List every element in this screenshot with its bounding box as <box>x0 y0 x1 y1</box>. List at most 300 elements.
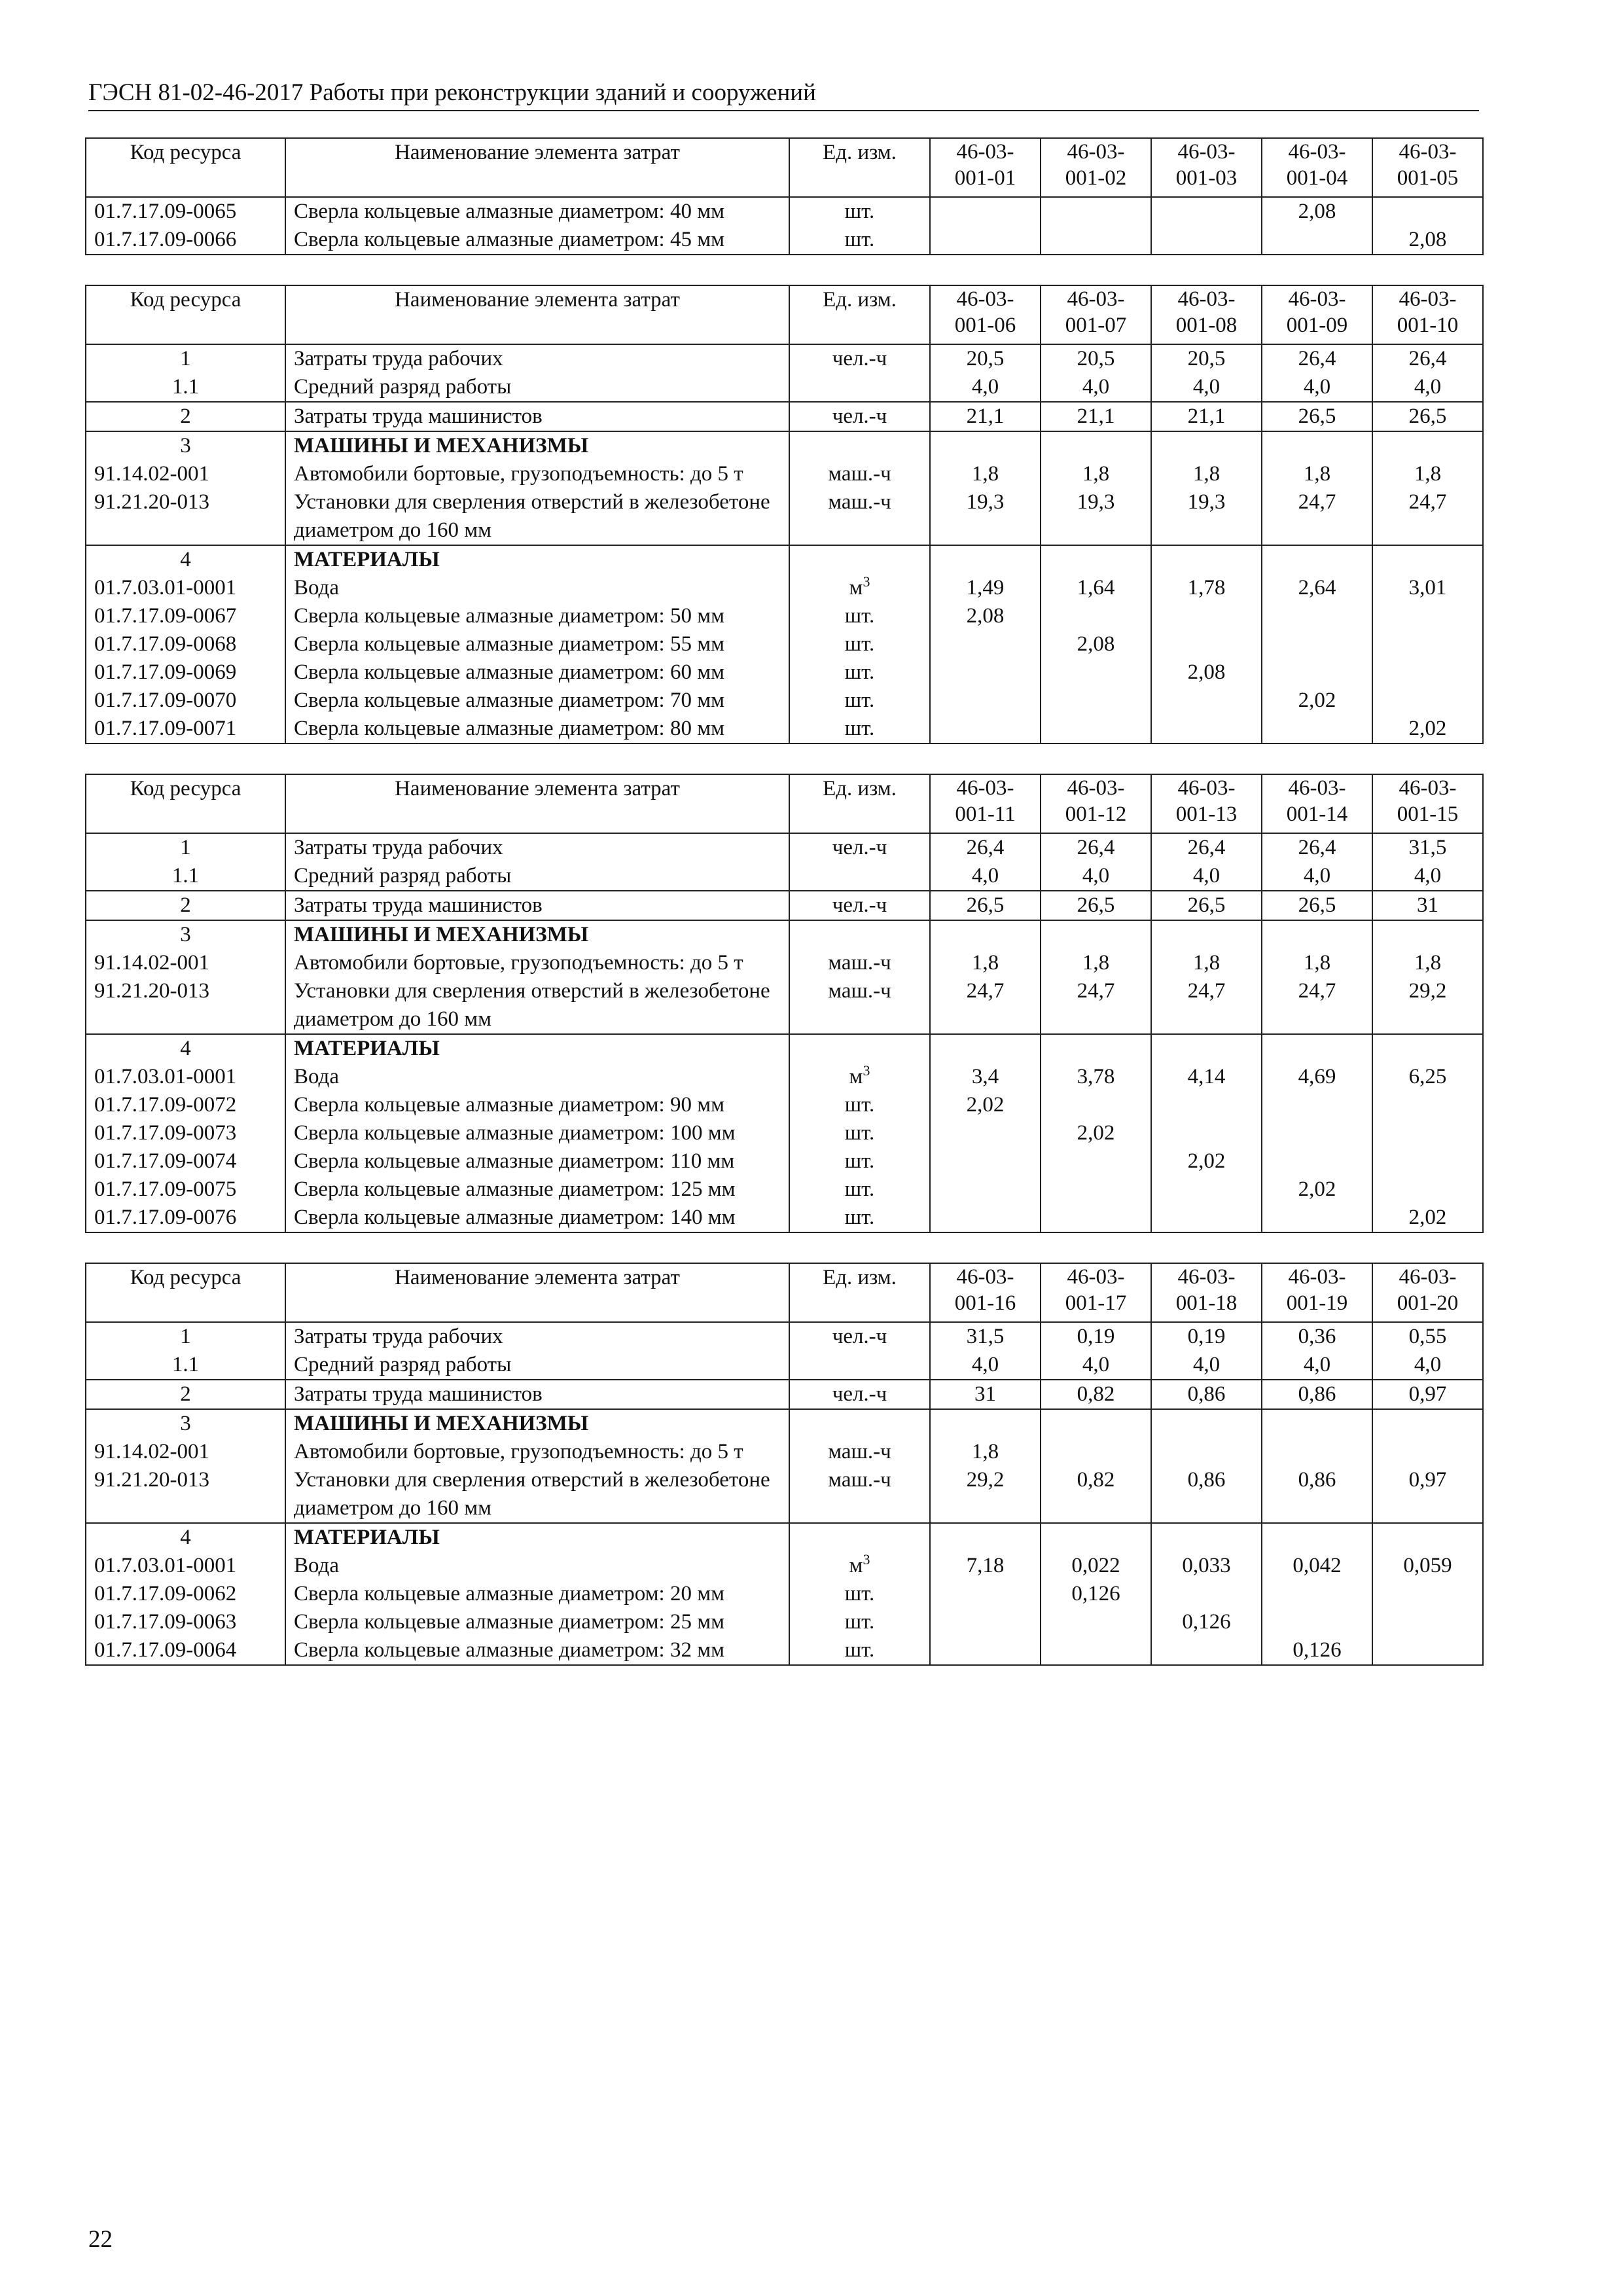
resource-value: 0,97 <box>1372 1466 1483 1523</box>
resource-unit: чел.-ч <box>789 1380 930 1409</box>
resource-code: 4 <box>86 1523 285 1552</box>
resource-value <box>1262 1580 1372 1608</box>
resource-code: 1.1 <box>86 373 285 402</box>
resource-unit <box>789 545 930 574</box>
resource-value: 2,02 <box>1372 1204 1483 1232</box>
resource-value <box>1041 226 1151 255</box>
resource-unit: чел.-ч <box>789 402 930 431</box>
resource-value: 4,69 <box>1262 1063 1372 1091</box>
resource-value <box>1262 630 1372 658</box>
header-norm-code: 46-03- 001-09 <box>1262 285 1372 344</box>
resource-value: 4,0 <box>1372 373 1483 402</box>
resource-value: 19,3 <box>1151 488 1262 545</box>
table-row <box>86 1063 1483 1091</box>
header-norm-code: 46-03- 001-16 <box>930 1263 1041 1322</box>
resource-value: 0,86 <box>1151 1380 1262 1409</box>
resource-value <box>930 1034 1041 1063</box>
resource-unit: шт. <box>789 197 930 226</box>
resource-value: 0,126 <box>1262 1636 1372 1665</box>
resource-value <box>1041 715 1151 744</box>
resource-value <box>1151 1580 1262 1608</box>
resource-value <box>1372 1175 1483 1204</box>
resource-value: 26,5 <box>1372 402 1483 431</box>
resource-value <box>930 1147 1041 1175</box>
resource-code: 91.21.20-013 <box>86 1466 285 1523</box>
resource-value: 1,8 <box>930 460 1041 488</box>
table-row <box>86 687 1483 715</box>
resource-value: 3,01 <box>1372 574 1483 602</box>
resource-value: 0,042 <box>1262 1552 1372 1580</box>
resource-value: 0,19 <box>1151 1322 1262 1351</box>
header-norm-code: 46-03- 001-15 <box>1372 774 1483 833</box>
resource-value <box>1041 1608 1151 1636</box>
resource-value <box>1041 1204 1151 1232</box>
resource-value <box>1372 197 1483 226</box>
resource-value: 29,2 <box>1372 977 1483 1034</box>
header-norm-code: 46-03- 001-02 <box>1041 138 1151 197</box>
resource-code: 1 <box>86 1322 285 1351</box>
header-norm-code: 46-03- 001-17 <box>1041 1263 1151 1322</box>
resource-unit <box>789 1523 930 1552</box>
resource-value: 0,97 <box>1372 1380 1483 1409</box>
table-row <box>86 1175 1483 1204</box>
resource-value: 0,059 <box>1372 1552 1483 1580</box>
resource-value: 6,25 <box>1372 1063 1483 1091</box>
resource-value: 4,0 <box>1041 862 1151 891</box>
header-norm-code: 46-03- 001-05 <box>1372 138 1483 197</box>
resource-value <box>930 1409 1041 1438</box>
table-row <box>86 1147 1483 1175</box>
resource-value: 4,0 <box>1372 1351 1483 1380</box>
resource-code: 01.7.17.09-0066 <box>86 226 285 255</box>
table-row <box>86 630 1483 658</box>
resource-name: Затраты труда рабочих <box>285 344 789 373</box>
table-row <box>86 373 1483 402</box>
header-code: Код ресурса <box>86 1263 285 1322</box>
resource-value <box>930 1204 1041 1232</box>
resource-value: 4,0 <box>1041 1351 1151 1380</box>
resource-unit <box>789 431 930 460</box>
table-row <box>86 1091 1483 1119</box>
resource-value <box>1372 1636 1483 1665</box>
resource-value <box>1372 1438 1483 1466</box>
resource-name: Автомобили бортовые, грузоподъемность: до 5 т <box>285 1438 789 1466</box>
resource-value <box>1262 545 1372 574</box>
resource-code: 01.7.17.09-0074 <box>86 1147 285 1175</box>
resource-name: Затраты труда рабочих <box>285 1322 789 1351</box>
resource-unit <box>789 862 930 891</box>
resource-code: 2 <box>86 1380 285 1409</box>
resource-code: 01.7.03.01-0001 <box>86 574 285 602</box>
resource-value <box>1151 1438 1262 1466</box>
resource-value: 2,02 <box>1262 1175 1372 1204</box>
table-row <box>86 1322 1483 1351</box>
resource-name: Сверла кольцевые алмазные диаметром: 90 мм <box>285 1091 789 1119</box>
resource-unit: чел.-ч <box>789 891 930 920</box>
resource-name: Установки для сверления отверстий в железобетоне диаметром до 160 мм <box>285 1466 789 1523</box>
header-norm-code: 46-03- 001-11 <box>930 774 1041 833</box>
resource-value <box>1372 920 1483 949</box>
resource-value: 4,0 <box>930 373 1041 402</box>
resource-value <box>930 1580 1041 1608</box>
resource-code: 91.21.20-013 <box>86 488 285 545</box>
resource-name: Средний разряд работы <box>285 1351 789 1380</box>
resource-value <box>1262 1147 1372 1175</box>
table-row <box>86 1466 1483 1523</box>
resource-value: 0,19 <box>1041 1322 1151 1351</box>
page-number: 22 <box>88 2226 113 2253</box>
header-code: Код ресурса <box>86 774 285 833</box>
resource-value: 1,8 <box>1262 949 1372 977</box>
resource-name: МАТЕРИАЛЫ <box>285 545 789 574</box>
resource-value <box>1151 920 1262 949</box>
table-row <box>86 431 1483 460</box>
header-norm-code: 46-03- 001-01 <box>930 138 1041 197</box>
resource-code: 01.7.17.09-0070 <box>86 687 285 715</box>
resource-value: 4,0 <box>1262 1351 1372 1380</box>
resource-code: 1.1 <box>86 862 285 891</box>
resource-value: 26,4 <box>930 833 1041 862</box>
table-row <box>86 1204 1483 1232</box>
resource-code: 1 <box>86 344 285 373</box>
resource-value: 31,5 <box>1372 833 1483 862</box>
table-row <box>86 949 1483 977</box>
resource-value: 1,8 <box>930 1438 1041 1466</box>
resource-value <box>1151 545 1262 574</box>
resource-unit: шт. <box>789 1204 930 1232</box>
resource-value <box>930 715 1041 744</box>
resource-unit: шт. <box>789 658 930 687</box>
resource-value: 20,5 <box>1151 344 1262 373</box>
resource-value <box>1262 1523 1372 1552</box>
resource-value: 2,02 <box>1151 1147 1262 1175</box>
resource-name: Затраты труда машинистов <box>285 891 789 920</box>
table-row <box>86 658 1483 687</box>
table-row <box>86 602 1483 630</box>
table-row <box>86 862 1483 891</box>
table-row <box>86 344 1483 373</box>
resource-value <box>1262 1438 1372 1466</box>
resource-value: 1,8 <box>1041 949 1151 977</box>
resource-code: 91.21.20-013 <box>86 977 285 1034</box>
resource-value <box>1041 602 1151 630</box>
resource-value <box>1041 1438 1151 1466</box>
resource-name: Сверла кольцевые алмазные диаметром: 140 мм <box>285 1204 789 1232</box>
resource-value: 2,02 <box>1041 1119 1151 1147</box>
resource-value <box>1041 431 1151 460</box>
resource-value: 26,5 <box>1041 891 1151 920</box>
resource-value <box>1262 715 1372 744</box>
header-norm-code: 46-03- 001-10 <box>1372 285 1483 344</box>
resource-unit: $м^3$ <box>789 574 930 602</box>
resource-value <box>1151 1204 1262 1232</box>
resource-value <box>1041 920 1151 949</box>
resource-value <box>930 687 1041 715</box>
resource-value <box>1372 1523 1483 1552</box>
resource-value: 2,08 <box>1372 226 1483 255</box>
resource-value <box>1151 226 1262 255</box>
header-name: Наименование элемента затрат <box>285 774 789 833</box>
resource-value: 31 <box>930 1380 1041 1409</box>
header-code: Код ресурса <box>86 138 285 197</box>
table-row <box>86 574 1483 602</box>
resource-value <box>1372 630 1483 658</box>
table-row <box>86 1438 1483 1466</box>
resource-name: Сверла кольцевые алмазные диаметром: 80 мм <box>285 715 789 744</box>
header-norm-code: 46-03- 001-20 <box>1372 1263 1483 1322</box>
resource-value <box>1151 1091 1262 1119</box>
resource-value <box>1151 715 1262 744</box>
resource-value: 4,0 <box>1151 1351 1262 1380</box>
resource-value <box>1151 1034 1262 1063</box>
resource-value <box>1041 545 1151 574</box>
resource-value: 1,8 <box>1262 460 1372 488</box>
table-row <box>86 1034 1483 1063</box>
resource-value: 2,02 <box>1372 715 1483 744</box>
resource-value: 0,36 <box>1262 1322 1372 1351</box>
resource-value: 0,82 <box>1041 1380 1151 1409</box>
table-header-row <box>86 774 1483 833</box>
resource-value: 0,022 <box>1041 1552 1151 1580</box>
resource-unit: шт. <box>789 1608 930 1636</box>
resource-name: МАШИНЫ И МЕХАНИЗМЫ <box>285 920 789 949</box>
resource-name: Сверла кольцевые алмазные диаметром: 25 мм <box>285 1608 789 1636</box>
table-row <box>86 1636 1483 1665</box>
resource-name: МАТЕРИАЛЫ <box>285 1523 789 1552</box>
resource-name: Средний разряд работы <box>285 373 789 402</box>
resource-unit: шт. <box>789 1091 930 1119</box>
page-header: ГЭСН 81-02-46-2017 Работы при реконструкции зданий и сооружений <box>88 79 1479 111</box>
resource-value <box>1041 197 1151 226</box>
resource-name: МАШИНЫ И МЕХАНИЗМЫ <box>285 431 789 460</box>
resource-value <box>1151 1523 1262 1552</box>
resource-code: 01.7.17.09-0068 <box>86 630 285 658</box>
resource-value: 20,5 <box>1041 344 1151 373</box>
resource-code: 01.7.17.09-0075 <box>86 1175 285 1204</box>
resource-unit: шт. <box>789 226 930 255</box>
resource-code: 3 <box>86 1409 285 1438</box>
table-row <box>86 891 1483 920</box>
resource-value <box>1151 197 1262 226</box>
resource-unit <box>789 1409 930 1438</box>
resource-value <box>1041 1175 1151 1204</box>
resource-value: 2,08 <box>1262 197 1372 226</box>
resource-name: Вода <box>285 574 789 602</box>
resource-value: 0,126 <box>1041 1580 1151 1608</box>
resource-value <box>1372 658 1483 687</box>
resource-value <box>1151 1119 1262 1147</box>
resource-value <box>1151 431 1262 460</box>
resource-value: 31 <box>1372 891 1483 920</box>
resource-value <box>1151 1409 1262 1438</box>
resource-value: 26,5 <box>1262 891 1372 920</box>
resource-value <box>930 920 1041 949</box>
table-row <box>86 1552 1483 1580</box>
resource-value <box>1151 1636 1262 1665</box>
resource-value: 19,3 <box>1041 488 1151 545</box>
resource-name: Сверла кольцевые алмазные диаметром: 20 мм <box>285 1580 789 1608</box>
resource-code: 01.7.03.01-0001 <box>86 1063 285 1091</box>
resource-name: Сверла кольцевые алмазные диаметром: 40 мм <box>285 197 789 226</box>
table-row <box>86 1608 1483 1636</box>
resource-value: 1,8 <box>1151 949 1262 977</box>
resource-value: 24,7 <box>1262 488 1372 545</box>
resource-code: 01.7.17.09-0071 <box>86 715 285 744</box>
resource-value: 1,8 <box>1041 460 1151 488</box>
resource-code: 01.7.17.09-0062 <box>86 1580 285 1608</box>
resource-value: 4,0 <box>1151 862 1262 891</box>
table-row <box>86 460 1483 488</box>
resource-name: МАШИНЫ И МЕХАНИЗМЫ <box>285 1409 789 1438</box>
resource-name: МАТЕРИАЛЫ <box>285 1034 789 1063</box>
resource-value: 1,64 <box>1041 574 1151 602</box>
resource-value <box>1372 1409 1483 1438</box>
resource-value <box>1151 630 1262 658</box>
table-row <box>86 1523 1483 1552</box>
header-norm-code: 46-03- 001-13 <box>1151 774 1262 833</box>
resource-value <box>1041 1091 1151 1119</box>
resource-unit: чел.-ч <box>789 1322 930 1351</box>
resource-unit <box>789 1034 930 1063</box>
resource-value: 7,18 <box>930 1552 1041 1580</box>
resource-unit: шт. <box>789 602 930 630</box>
resource-value: 24,7 <box>1262 977 1372 1034</box>
resource-name: Автомобили бортовые, грузоподъемность: до 5 т <box>285 460 789 488</box>
resource-unit <box>789 373 930 402</box>
table-row <box>86 402 1483 431</box>
resource-value: 20,5 <box>930 344 1041 373</box>
table-row <box>86 1119 1483 1147</box>
resource-value: 2,02 <box>930 1091 1041 1119</box>
resource-unit <box>789 1351 930 1380</box>
resource-unit: маш.-ч <box>789 977 930 1034</box>
resource-unit: шт. <box>789 630 930 658</box>
resource-value <box>1041 1147 1151 1175</box>
table-row <box>86 1580 1483 1608</box>
resource-value <box>1041 687 1151 715</box>
header-norm-code: 46-03- 001-04 <box>1262 138 1372 197</box>
header-norm-code: 46-03- 001-06 <box>930 285 1041 344</box>
resource-unit: шт. <box>789 715 930 744</box>
resource-unit: шт. <box>789 1119 930 1147</box>
resource-code: 01.7.17.09-0067 <box>86 602 285 630</box>
resource-value <box>1262 226 1372 255</box>
resource-table <box>85 1263 1484 1666</box>
table-row <box>86 715 1483 744</box>
header-unit: Ед. изм. <box>789 1263 930 1322</box>
resource-value: 26,5 <box>930 891 1041 920</box>
resource-name: Вода <box>285 1552 789 1580</box>
resource-value: 19,3 <box>930 488 1041 545</box>
header-code: Код ресурса <box>86 285 285 344</box>
resource-value: 31,5 <box>930 1322 1041 1351</box>
resource-unit: шт. <box>789 687 930 715</box>
resource-value: 26,4 <box>1372 344 1483 373</box>
header-norm-code: 46-03- 001-12 <box>1041 774 1151 833</box>
resource-value: 0,82 <box>1041 1466 1151 1523</box>
resource-value: 24,7 <box>1372 488 1483 545</box>
resource-name: Сверла кольцевые алмазные диаметром: 32 мм <box>285 1636 789 1665</box>
header-norm-code: 46-03- 001-14 <box>1262 774 1372 833</box>
resource-code: 2 <box>86 402 285 431</box>
table-row <box>86 1351 1483 1380</box>
header-unit: Ед. изм. <box>789 774 930 833</box>
resource-value <box>1372 545 1483 574</box>
resource-value <box>1262 1034 1372 1063</box>
resource-value <box>1041 1636 1151 1665</box>
resource-value <box>930 658 1041 687</box>
resource-value: 26,5 <box>1151 891 1262 920</box>
resource-value <box>930 431 1041 460</box>
resource-value: 0,86 <box>1151 1466 1262 1523</box>
table-row <box>86 545 1483 574</box>
resource-unit: маш.-ч <box>789 460 930 488</box>
resource-name: Автомобили бортовые, грузоподъемность: до 5 т <box>285 949 789 977</box>
table-row <box>86 488 1483 545</box>
resource-code: 01.7.17.09-0073 <box>86 1119 285 1147</box>
resource-value <box>1262 1204 1372 1232</box>
resource-value: 3,78 <box>1041 1063 1151 1091</box>
header-norm-code: 46-03- 001-08 <box>1151 285 1262 344</box>
resource-value <box>930 1119 1041 1147</box>
resource-value <box>930 1636 1041 1665</box>
resource-code: 4 <box>86 545 285 574</box>
resource-value: 21,1 <box>1151 402 1262 431</box>
resource-value: 1,8 <box>1372 949 1483 977</box>
resource-value: 0,55 <box>1372 1322 1483 1351</box>
resource-code: 01.7.17.09-0076 <box>86 1204 285 1232</box>
resource-value <box>930 630 1041 658</box>
resource-value: 1,8 <box>1372 460 1483 488</box>
resource-value <box>1372 431 1483 460</box>
resource-name: Сверла кольцевые алмазные диаметром: 45 мм <box>285 226 789 255</box>
table-row <box>86 920 1483 949</box>
resource-value: 4,0 <box>930 862 1041 891</box>
resource-value: 3,4 <box>930 1063 1041 1091</box>
resource-value: 24,7 <box>930 977 1041 1034</box>
header-name: Наименование элемента затрат <box>285 1263 789 1322</box>
resource-name: Сверла кольцевые алмазные диаметром: 60 мм <box>285 658 789 687</box>
resource-name: Сверла кольцевые алмазные диаметром: 125 мм <box>285 1175 789 1204</box>
resource-value: 21,1 <box>930 402 1041 431</box>
resource-value: 1,8 <box>930 949 1041 977</box>
resource-value: 2,64 <box>1262 574 1372 602</box>
resource-value: 2,08 <box>930 602 1041 630</box>
resource-code: 1 <box>86 833 285 862</box>
resource-name: Сверла кольцевые алмазные диаметром: 100 мм <box>285 1119 789 1147</box>
resource-unit: маш.-ч <box>789 1438 930 1466</box>
resource-table <box>85 137 1484 255</box>
resource-unit: маш.-ч <box>789 949 930 977</box>
resource-name: Затраты труда машинистов <box>285 1380 789 1409</box>
resource-value: 0,126 <box>1151 1608 1262 1636</box>
resource-unit: маш.-ч <box>789 1466 930 1523</box>
resource-name: Затраты труда рабочих <box>285 833 789 862</box>
resource-name: Сверла кольцевые алмазные диаметром: 55 мм <box>285 630 789 658</box>
resource-value: 1,49 <box>930 574 1041 602</box>
resource-value <box>1262 602 1372 630</box>
resource-code: 91.14.02-001 <box>86 460 285 488</box>
table-header-row <box>86 138 1483 197</box>
resource-value: 1,78 <box>1151 574 1262 602</box>
resource-value <box>930 545 1041 574</box>
resource-value <box>1041 658 1151 687</box>
table-row <box>86 1409 1483 1438</box>
resource-name: Сверла кольцевые алмазные диаметром: 50 мм <box>285 602 789 630</box>
table-row <box>86 226 1483 255</box>
resource-value <box>1151 1175 1262 1204</box>
resource-value: 4,0 <box>1262 862 1372 891</box>
